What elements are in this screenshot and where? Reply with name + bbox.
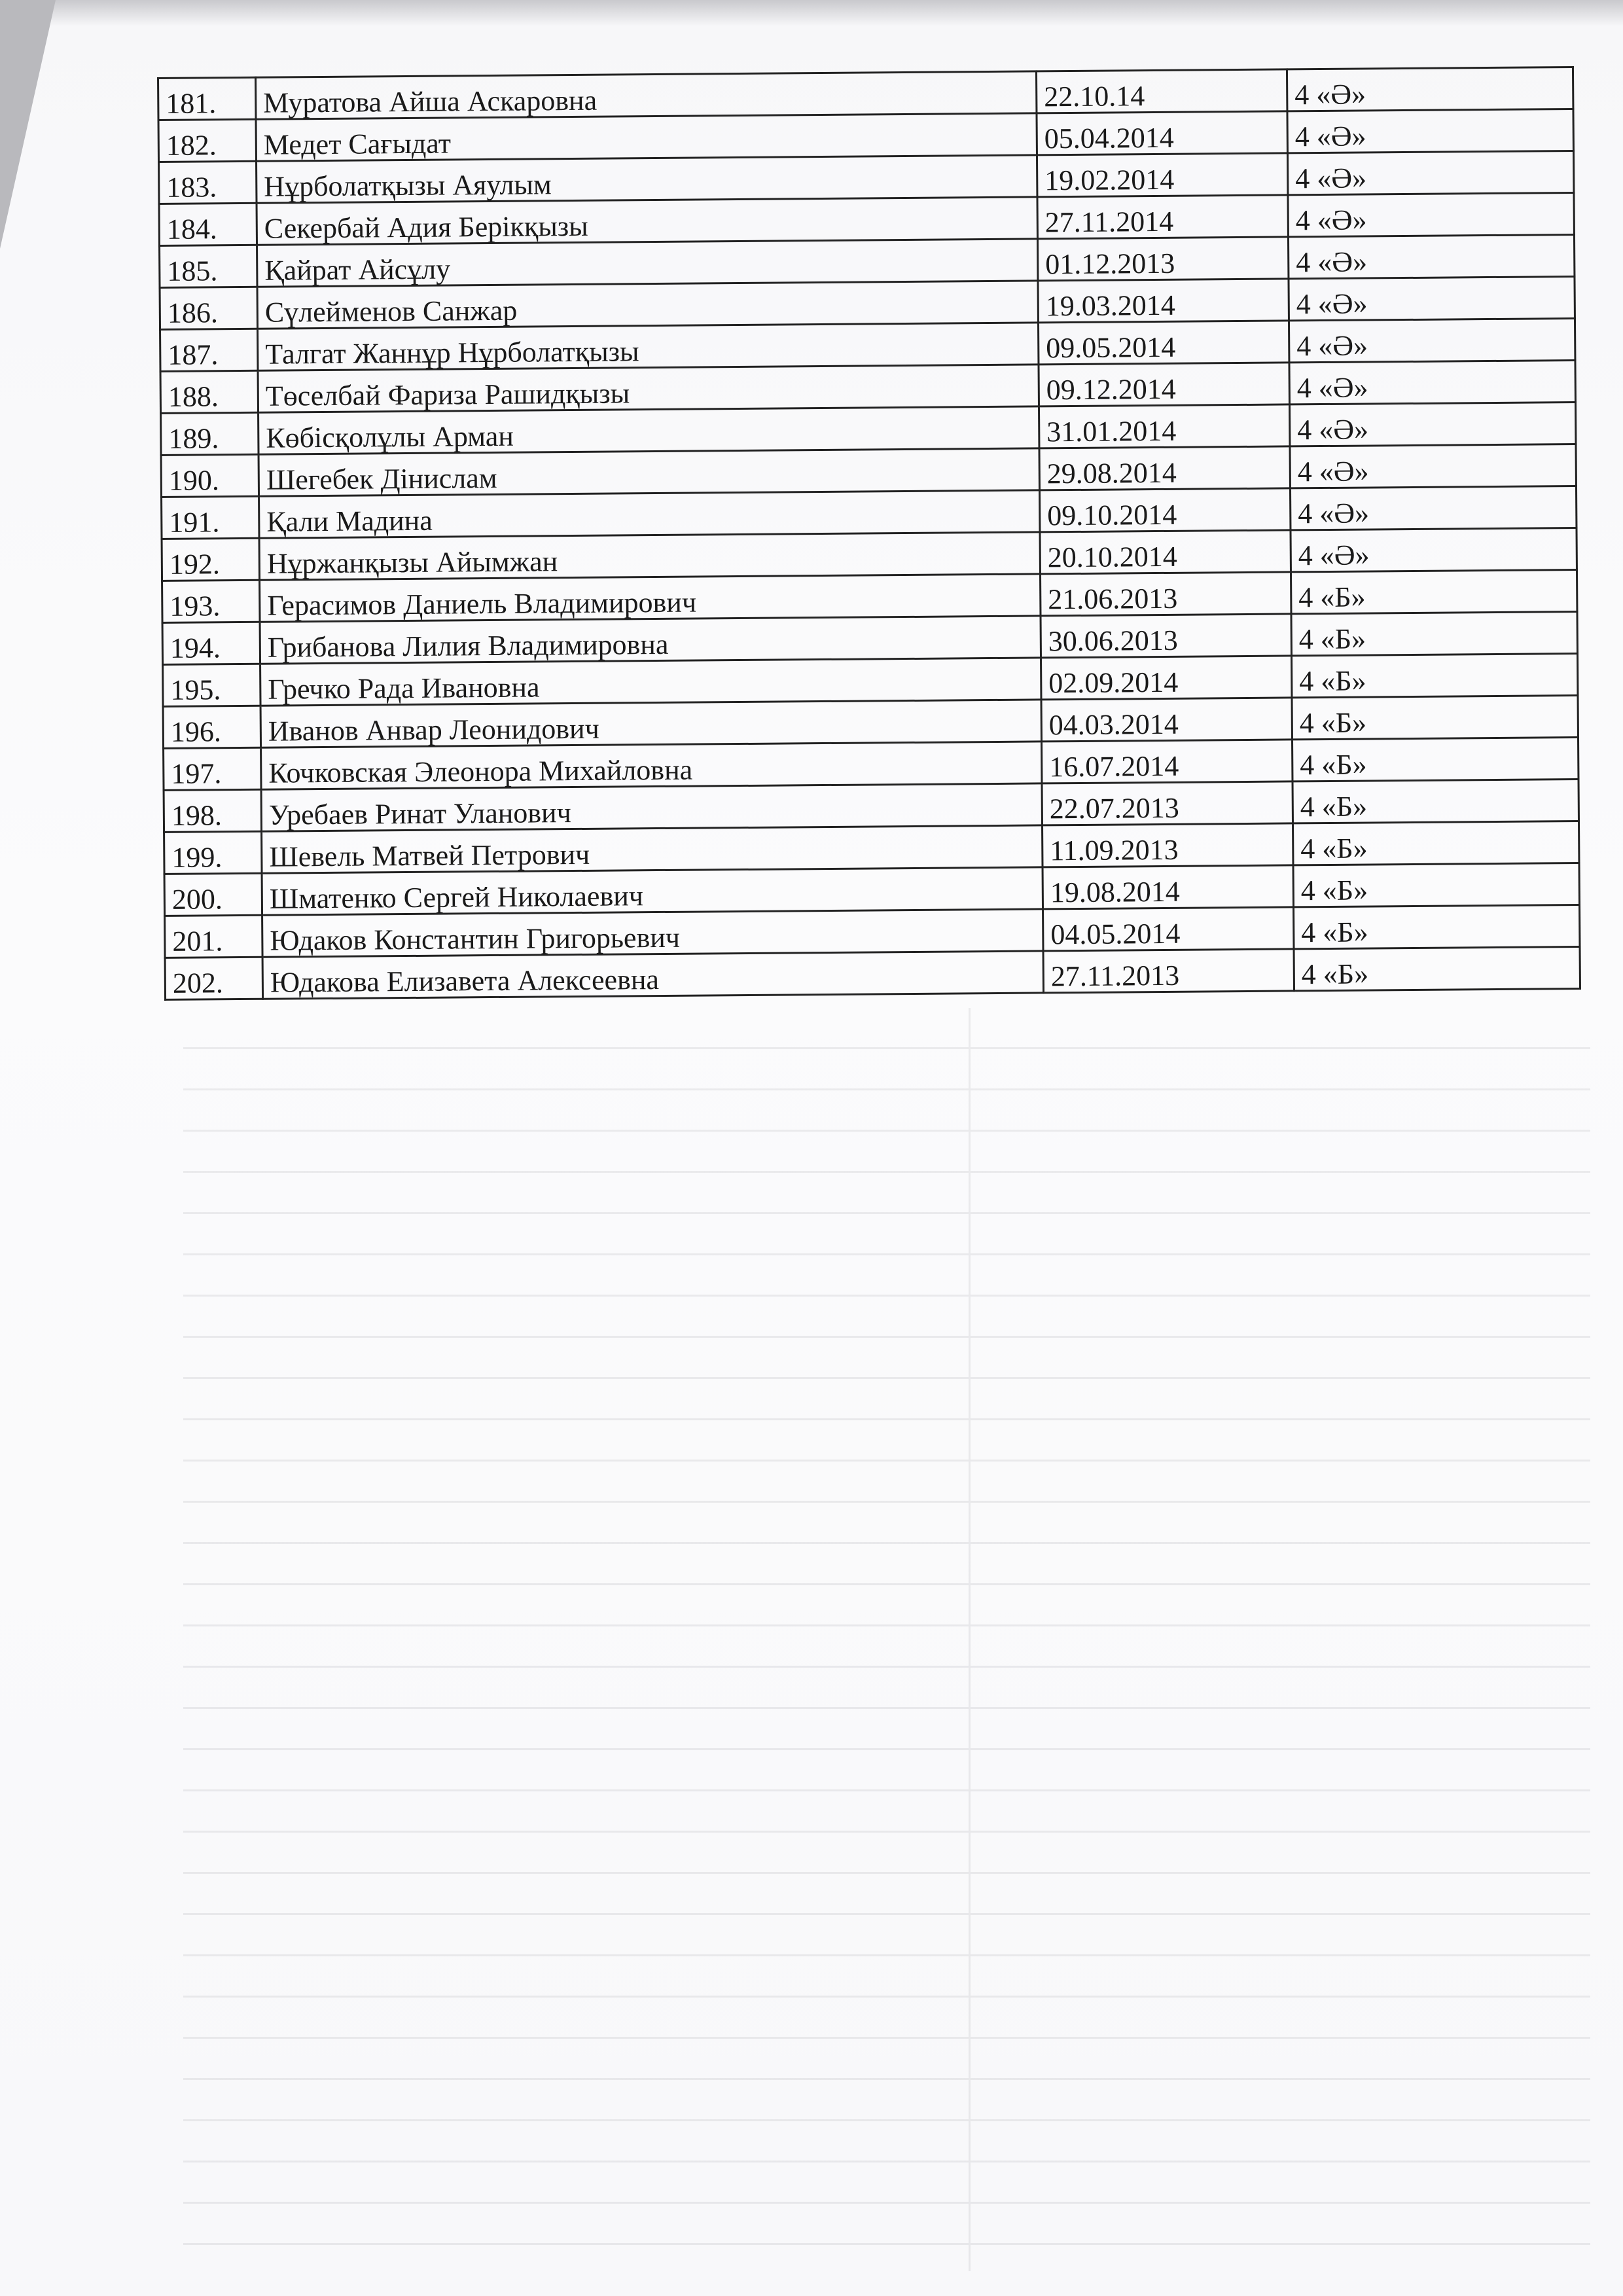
birth-date: 22.07.2013 — [1042, 781, 1293, 825]
birth-date: 27.11.2014 — [1037, 195, 1288, 239]
birth-date: 04.05.2014 — [1043, 907, 1294, 951]
row-number: 199. — [164, 831, 262, 874]
folded-corner — [0, 0, 56, 249]
class-label: 4 «Ә» — [1288, 235, 1574, 279]
class-label: 4 «Ә» — [1289, 402, 1575, 446]
class-label: 4 «Б» — [1293, 821, 1579, 865]
class-label: 4 «Б» — [1293, 779, 1578, 823]
student-name: Кочковская Элеонора Михайловна — [261, 742, 1042, 789]
birth-date: 31.01.2014 — [1039, 404, 1289, 448]
row-number: 193. — [162, 580, 260, 622]
birth-date: 20.10.2014 — [1040, 530, 1291, 574]
student-name: Юдакова Елизавета Алексеевна — [262, 951, 1043, 999]
row-number: 191. — [162, 496, 259, 539]
row-number: 194. — [162, 622, 260, 664]
birth-date: 19.03.2014 — [1038, 279, 1289, 323]
student-name: Гречко Рада Ивановна — [260, 658, 1041, 706]
student-name: Қали Мадина — [259, 490, 1040, 538]
student-name: Медет Сағыдат — [256, 113, 1037, 161]
birth-date: 09.05.2014 — [1038, 321, 1289, 365]
row-number: 189. — [161, 412, 259, 455]
birth-date: 19.08.2014 — [1043, 865, 1293, 909]
row-number: 200. — [164, 873, 262, 916]
row-number: 183. — [159, 161, 257, 204]
row-number: 197. — [164, 747, 261, 790]
student-name: Қайрат Айсұлу — [257, 239, 1038, 287]
class-label: 4 «Ә» — [1291, 528, 1577, 571]
student-name: Шегебек Дінислам — [259, 448, 1039, 496]
row-number: 202. — [165, 957, 262, 999]
class-label: 4 «Ә» — [1287, 109, 1573, 153]
birth-date: 19.02.2014 — [1037, 153, 1287, 197]
student-table — [157, 66, 1581, 1001]
student-name: Нұржанқызы Айымжан — [259, 532, 1040, 580]
student-name: Грибанова Лилия Владимировна — [260, 616, 1041, 664]
class-label: 4 «Б» — [1293, 863, 1579, 906]
class-label: 4 «Б» — [1292, 695, 1578, 739]
class-label: 4 «Ә» — [1290, 486, 1576, 529]
class-label: 4 «Ә» — [1289, 360, 1575, 404]
class-label: 4 «Б» — [1291, 653, 1577, 697]
birth-date: 27.11.2013 — [1043, 949, 1294, 993]
birth-date: 01.12.2013 — [1037, 237, 1288, 281]
student-name: Талгат Жаннұр Нұрболатқызы — [258, 323, 1039, 370]
class-label: 4 «Б» — [1293, 737, 1578, 781]
row-number: 196. — [163, 706, 260, 748]
student-name: Шевель Матвей Петрович — [262, 825, 1043, 873]
class-label: 4 «Б» — [1291, 569, 1577, 613]
row-number: 181. — [158, 77, 256, 120]
student-name: Төселбай Фариза Рашидқызы — [258, 365, 1039, 412]
student-name: Сүлейменов Санжар — [257, 281, 1038, 329]
birth-date: 29.08.2014 — [1039, 446, 1290, 490]
bleed-through-table — [183, 1008, 1590, 2271]
birth-date: 11.09.2013 — [1043, 823, 1293, 867]
birth-date: 22.10.14 — [1036, 69, 1287, 113]
student-table-body — [158, 67, 1580, 1000]
birth-date: 05.04.2014 — [1037, 111, 1287, 155]
row-number: 185. — [160, 245, 257, 287]
student-name: Герасимов Даниель Владимирович — [260, 574, 1041, 622]
student-name: Секербай Адия Берікқызы — [257, 197, 1037, 245]
class-label: 4 «Ә» — [1287, 67, 1573, 111]
birth-date: 04.03.2014 — [1041, 698, 1292, 742]
class-label: 4 «Ә» — [1289, 318, 1575, 362]
class-label: 4 «Б» — [1291, 611, 1577, 655]
birth-date: 16.07.2014 — [1042, 740, 1293, 783]
student-name: Юдаков Константин Григорьевич — [262, 909, 1043, 957]
class-label: 4 «Ә» — [1288, 193, 1574, 237]
row-number: 188. — [160, 370, 258, 413]
student-name: Уребаев Ринат Уланович — [261, 783, 1042, 831]
row-number: 182. — [158, 119, 256, 162]
row-number: 190. — [161, 454, 259, 497]
student-name: Иванов Анвар Леонидович — [260, 700, 1041, 747]
student-name: Муратова Айша Аскаровна — [256, 71, 1037, 119]
row-number: 198. — [164, 789, 261, 832]
row-number: 192. — [162, 538, 259, 581]
class-label: 4 «Ә» — [1290, 444, 1576, 488]
scan-shadow — [39, 0, 1623, 26]
student-name: Көбісқолұлы Арман — [259, 406, 1039, 454]
birth-date: 09.12.2014 — [1039, 363, 1289, 406]
birth-date: 09.10.2014 — [1039, 488, 1290, 532]
student-name: Нұрболатқызы Аяулым — [257, 155, 1037, 203]
class-label: 4 «Ә» — [1289, 276, 1575, 320]
row-number: 201. — [165, 915, 262, 958]
class-label: 4 «Б» — [1294, 905, 1580, 948]
birth-date: 21.06.2013 — [1041, 572, 1291, 616]
student-name: Шматенко Сергей Николаевич — [262, 867, 1043, 915]
row-number: 184. — [159, 203, 257, 245]
birth-date: 30.06.2013 — [1041, 614, 1291, 658]
class-label: 4 «Б» — [1294, 946, 1580, 990]
row-number: 195. — [163, 664, 260, 706]
row-number: 186. — [160, 287, 257, 329]
birth-date: 02.09.2014 — [1041, 656, 1292, 700]
row-number: 187. — [160, 329, 258, 371]
class-label: 4 «Ә» — [1287, 151, 1573, 195]
